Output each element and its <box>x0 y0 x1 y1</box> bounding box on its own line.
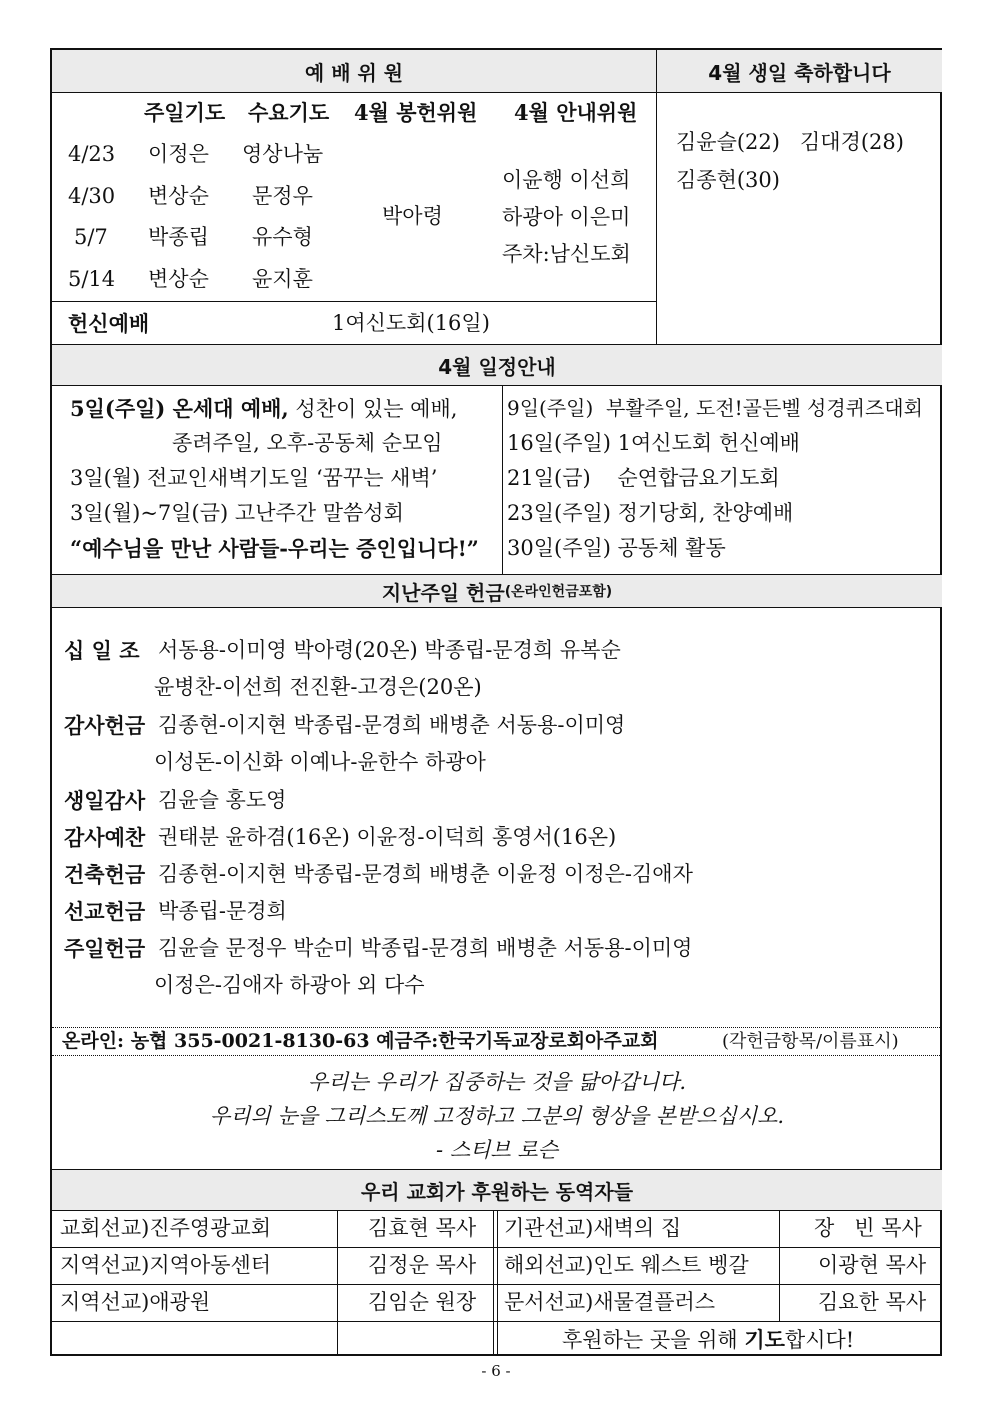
row-sunday-prayer: 변상순 <box>148 184 209 208</box>
offering-label: 주일헌금 <box>64 936 146 961</box>
schedule-left-line: “예수님을 만난 사람들-우리는 증인입니다!” <box>70 536 479 561</box>
dotted-divider <box>52 1055 942 1056</box>
supporter-person: 김요한 목사 <box>818 1290 927 1314</box>
row-wednesday-prayer: 윤지훈 <box>252 267 313 291</box>
row-wednesday-prayer: 유수형 <box>252 225 313 249</box>
schedule-right-line: 9일(주일) 부활주일, 도전!골든벨 성경퀴즈대회 <box>507 396 923 420</box>
schedule-text: 성찬이 있는 예배, <box>288 397 458 421</box>
guide-committee-line: 이윤행 이선희 <box>502 168 631 192</box>
supporter-person: 김임순 원장 <box>368 1290 477 1314</box>
supporter-org: 해외선교)인도 웨스트 벵갈 <box>504 1253 749 1277</box>
offering-names: 김종현-이지현 박종립-문경희 배병춘 이윤정 이정은-김애자 <box>158 862 693 886</box>
schedule-divider <box>502 385 503 574</box>
worship-committee-title: 예 배 위 원 <box>304 60 404 85</box>
supporter-org: 교회선교)진주영광교회 <box>60 1216 272 1240</box>
schedule-title: 4월 일정안내 <box>438 354 556 379</box>
section1-divider <box>656 50 657 344</box>
offering-names: 서동용-이미영 박아령(20온) 박종립-문경희 유복순 <box>158 638 621 662</box>
supporters-header <box>52 1170 942 1210</box>
dedication-value: 1여신도회(16일) <box>332 311 490 335</box>
schedule-right-line: 16일(주일) 1여신도회 헌신예배 <box>507 431 800 455</box>
row-sunday-prayer: 변상순 <box>148 267 209 291</box>
table-divider <box>497 1210 498 1356</box>
page-number: - 6 - <box>481 1362 511 1380</box>
divider <box>52 301 656 302</box>
table-divider <box>779 1210 780 1321</box>
supporter-person: 김정운 목사 <box>368 1253 477 1277</box>
row-wednesday-prayer: 영상나눔 <box>242 142 324 166</box>
supporter-person: 장 빈 목사 <box>814 1216 922 1240</box>
schedule-highlight: 5일(주일) 온세대 예배, <box>70 396 289 421</box>
row-sunday-prayer: 이정은 <box>148 142 209 166</box>
offering-header <box>52 575 942 607</box>
col-header-wednesday-prayer: 수요기도 <box>248 100 330 125</box>
bulletin-page <box>50 48 942 1356</box>
supporter-org: 지역선교)지역아동센터 <box>60 1253 272 1277</box>
row-sunday-prayer: 박종립 <box>148 225 209 249</box>
quote-author: - 스티브 로슨 <box>436 1138 558 1162</box>
col-header-offering-committee: 4월 봉헌위원 <box>354 100 478 125</box>
row-date: 4/30 <box>68 184 116 208</box>
supporter-org: 지역선교)애광원 <box>60 1290 211 1314</box>
col-header-sunday-prayer: 주일기도 <box>144 100 226 125</box>
birthday-header <box>657 50 942 92</box>
offering-names: 김윤슬 문정우 박순미 박종립-문경희 배병춘 서동용-이미영 <box>158 936 693 960</box>
schedule-right-line: 23일(주일) 정기당회, 찬양예배 <box>507 501 794 525</box>
quote-line: 우리는 우리가 집중하는 것을 닮아갑니다. <box>307 1070 687 1094</box>
supporter-org: 문서선교)새물결플러스 <box>504 1290 716 1314</box>
schedule-left-line: 3일(월)~7일(금) 고난주간 말씀성회 <box>70 501 404 525</box>
prayer-text: 후원하는 곳을 위해 <box>562 1328 745 1352</box>
birthday-line: 김종현(30) <box>676 168 780 192</box>
online-account: 온라인: 농협 355-0021-8130-63 예금주:한국기독교장로회아주교회 <box>62 1030 659 1052</box>
offering-names: 윤병찬-이선희 전진환-고경은(20온) <box>154 675 482 699</box>
divider <box>52 92 942 93</box>
birthday-line: 김윤슬(22) 김대경(28) <box>676 130 904 154</box>
offering-title-note: (온라인헌금포함) <box>504 584 613 600</box>
birthday-title: 4월 생일 축하합니다 <box>708 60 891 85</box>
prayer-text: 합시다! <box>784 1328 855 1352</box>
offering-label: 선교헌금 <box>64 899 146 924</box>
table-divider <box>337 1210 338 1356</box>
offering-names: 김윤슬 홍도영 <box>158 788 287 812</box>
offering-names: 박종립-문경희 <box>158 899 287 923</box>
row-wednesday-prayer: 문정우 <box>252 184 313 208</box>
schedule-right-line: 21일(금) 순연합금요기도회 <box>507 466 780 490</box>
dotted-divider <box>52 1027 942 1028</box>
offering-label: 십 일 조 <box>64 638 140 663</box>
online-account-note: (각헌금항목/이름표시) <box>722 1031 899 1052</box>
offering-label: 감사예찬 <box>64 825 146 850</box>
supporters-title: 우리 교회가 후원하는 동역자들 <box>360 1179 634 1204</box>
row-date: 5/14 <box>68 267 116 291</box>
prayer-emphasis: 기도 <box>744 1327 785 1352</box>
row-date: 5/7 <box>74 225 108 249</box>
supporter-org: 기관선교)새벽의 집 <box>504 1216 682 1240</box>
offering-names: 김종현-이지현 박종립-문경희 배병춘 서동용-이미영 <box>158 713 626 737</box>
worship-committee-header <box>52 50 656 92</box>
divider <box>52 607 942 608</box>
offering-committee-name: 박아령 <box>382 204 443 228</box>
table-divider <box>493 1210 494 1356</box>
offering-names: 권태분 윤하겸(16온) 이윤정-이덕희 홍영서(16온) <box>158 825 617 849</box>
offering-title: 지난주일 헌금 <box>381 580 505 605</box>
col-header-guide-committee: 4월 안내위원 <box>514 100 638 125</box>
offering-label: 생일감사 <box>64 788 146 813</box>
schedule-header <box>52 345 942 385</box>
row-date: 4/23 <box>68 142 116 166</box>
schedule-left-line: 종려주일, 오후-공동체 순모임 <box>172 431 443 455</box>
offering-names: 이정은-김애자 하광아 외 다수 <box>154 973 425 997</box>
supporter-person: 이광현 목사 <box>818 1253 927 1277</box>
divider <box>52 385 942 386</box>
prayer-line <box>562 1329 854 1351</box>
offering-label: 감사헌금 <box>64 713 146 738</box>
guide-committee-line: 주차:남신도회 <box>502 242 631 266</box>
offering-names: 이성돈-이신화 이예나-윤한수 하광아 <box>154 750 486 774</box>
dedication-label: 헌신예배 <box>68 311 150 336</box>
schedule-right-line: 30일(주일) 공동체 활동 <box>507 536 726 560</box>
offering-label: 건축헌금 <box>64 862 146 887</box>
schedule-left-line <box>70 398 457 420</box>
schedule-left-line: 3일(월) 전교인새벽기도일 ‘꿈꾸는 새벽’ <box>70 466 438 490</box>
quote-line: 우리의 눈을 그리스도께 고정하고 그분의 형상을 본받으십시오. <box>209 1104 785 1128</box>
supporter-person: 김효현 목사 <box>368 1216 477 1240</box>
guide-committee-line: 하광아 이은미 <box>502 205 631 229</box>
